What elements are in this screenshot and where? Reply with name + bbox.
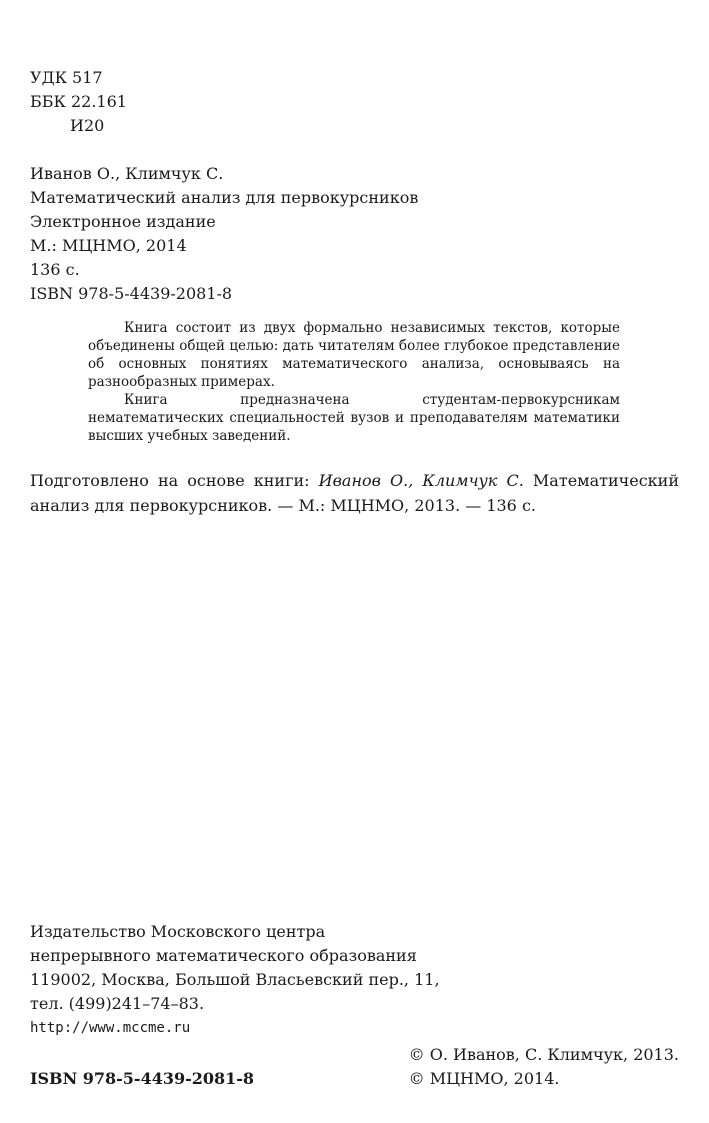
publisher-phone: тел. (499)241–74–83.: [30, 994, 205, 1013]
bbk-code: ББК 22.161: [30, 92, 127, 111]
publisher-name-line1: Издательство Московского центра: [30, 922, 326, 941]
source-note-prefix: Подготовлено на основе книги:: [30, 471, 319, 490]
page-count: 136 с.: [30, 260, 80, 279]
annotation-paragraph: Книга состоит из двух формально независимых текстов, которые объединены общей целью: дать читателям более глубокое представление об основных понятиях математического анализа, основываясь на разнообразных примерах.: [88, 320, 620, 390]
isbn-bottom: ISBN 978-5-4439-2081-8: [30, 1069, 255, 1088]
bibliographic-record: [30, 162, 418, 306]
annotation: [88, 319, 620, 445]
isbn: ISBN 978-5-4439-2081-8: [30, 284, 233, 303]
source-note-authors: Иванов О., Климчук С.: [318, 471, 524, 490]
copyright-block: [409, 1043, 679, 1091]
author-sign-code: И20: [70, 116, 105, 135]
publisher-name-line2: непрерывного математического образования: [30, 946, 417, 965]
publisher-address: 119002, Москва, Большой Власьевский пер., 11,: [30, 970, 440, 989]
source-note: [30, 468, 679, 518]
source-note-rest: Математический анализ для первокурсников. — М.: МЦНМО, 2013. — 136 с.: [30, 471, 679, 515]
publisher-info: [30, 920, 440, 1040]
publisher-year: М.: МЦНМО, 2014: [30, 236, 187, 255]
edition: Электронное издание: [30, 212, 216, 231]
book-title: Математический анализ для первокурсников: [30, 188, 419, 207]
copyright-authors: © О. Иванов, С. Климчук, 2013.: [408, 1045, 679, 1064]
authors: Иванов О., Климчук С.: [30, 164, 224, 183]
udk-code: УДК 517: [30, 68, 103, 87]
publisher-url[interactable]: http://www.mccme.ru: [30, 1020, 191, 1036]
annotation-paragraph: Книга предназначена студентам-первокурсникам нематематических специальностей вузов и преподавателям математики высших учебных заведений.: [88, 392, 620, 444]
classification-block: [30, 66, 127, 138]
copyright-publisher: © МЦНМО, 2014.: [408, 1069, 560, 1088]
